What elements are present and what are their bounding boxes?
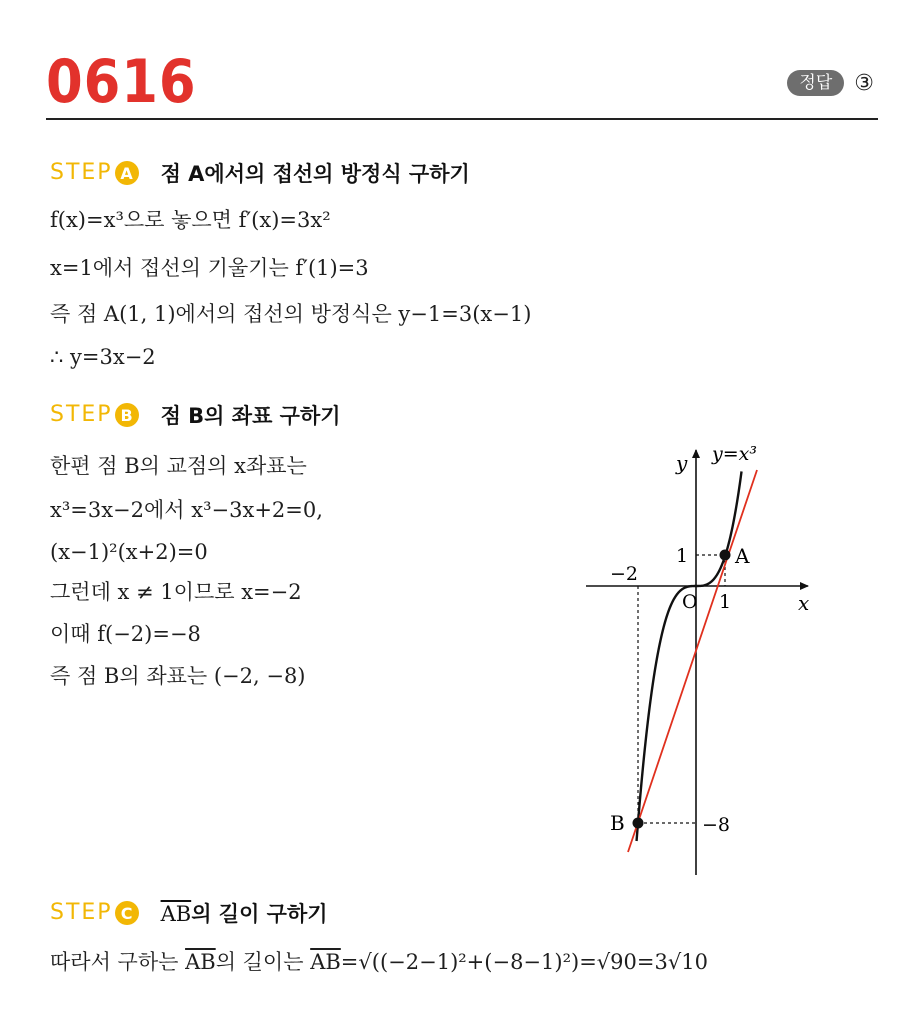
segment-ab: $\overline{AB}$	[310, 950, 341, 974]
solution-line: 한편 점 B의 교점의 x좌표는	[50, 454, 307, 478]
step-title	[161, 898, 328, 928]
solution-line: 즉 점 A(1, 1)에서의 접선의 방정식은 y−1=3(x−1)	[50, 302, 532, 326]
step-label: STEP	[50, 160, 113, 185]
step-a-heading	[50, 158, 470, 188]
header-divider	[46, 118, 878, 120]
final-prefix: 따라서 구하는	[50, 950, 186, 974]
answer-area	[787, 70, 874, 96]
solution-line: x³=3x−2에서 x³−3x+2=0,	[50, 498, 323, 522]
segment-ab: $\overline{AB}$	[185, 950, 216, 974]
tick-x-neg2: −2	[610, 563, 639, 585]
curve-label: y=x³	[712, 443, 757, 465]
solution-line: f(x)=x³으로 놓으면 f′(x)=3x²	[50, 208, 331, 232]
step-title: 점 B의 좌표 구하기	[160, 404, 341, 428]
step-b-heading	[50, 400, 341, 430]
step-title: 점 A에서의 접선의 방정식 구하기	[160, 162, 470, 186]
solution-line: ∴ y=3x−2	[50, 345, 156, 369]
tick-x-1: 1	[719, 591, 732, 613]
final-expression: =√((−2−1)²+(−8−1)²)=√90=3√10	[340, 950, 708, 974]
point-a	[720, 550, 731, 561]
step-c-heading	[50, 898, 328, 928]
point-b-label: B	[610, 811, 625, 835]
solution-line: x=1에서 접선의 기울기는 f′(1)=3	[50, 256, 369, 280]
tangent-line	[628, 470, 757, 852]
step-title-rest: 의 길이 구하기	[191, 902, 328, 926]
y-axis-label: y	[676, 451, 688, 475]
final-mid: 의 길이는	[215, 950, 311, 974]
tick-y-1: 1	[676, 545, 689, 567]
step-marker: A	[115, 161, 139, 185]
answer-badge: 정답	[787, 70, 844, 96]
solution-line: 그런데 x ≠ 1이므로 x=−2	[50, 580, 302, 604]
cubic-graph	[570, 440, 820, 875]
cubic-curve	[637, 471, 742, 841]
step-marker: C	[115, 901, 139, 925]
segment-ab: $\overline{AB}$	[160, 902, 192, 926]
origin-label: O	[682, 591, 698, 613]
tick-y-neg8: −8	[702, 814, 731, 836]
solution-line: (x−1)²(x+2)=0	[50, 540, 208, 564]
problem-number: 0616	[46, 47, 197, 117]
step-marker: B	[115, 403, 139, 427]
solution-line: 즉 점 B의 좌표는 (−2, −8)	[50, 664, 306, 688]
answer-value: ③	[854, 70, 874, 96]
step-label: STEP	[50, 402, 113, 427]
final-answer-line	[50, 948, 708, 976]
point-b	[633, 818, 644, 829]
x-axis-label: x	[798, 591, 810, 615]
point-a-label: A	[735, 544, 750, 568]
solution-line: 이때 f(−2)=−8	[50, 622, 201, 646]
step-label: STEP	[50, 900, 113, 925]
